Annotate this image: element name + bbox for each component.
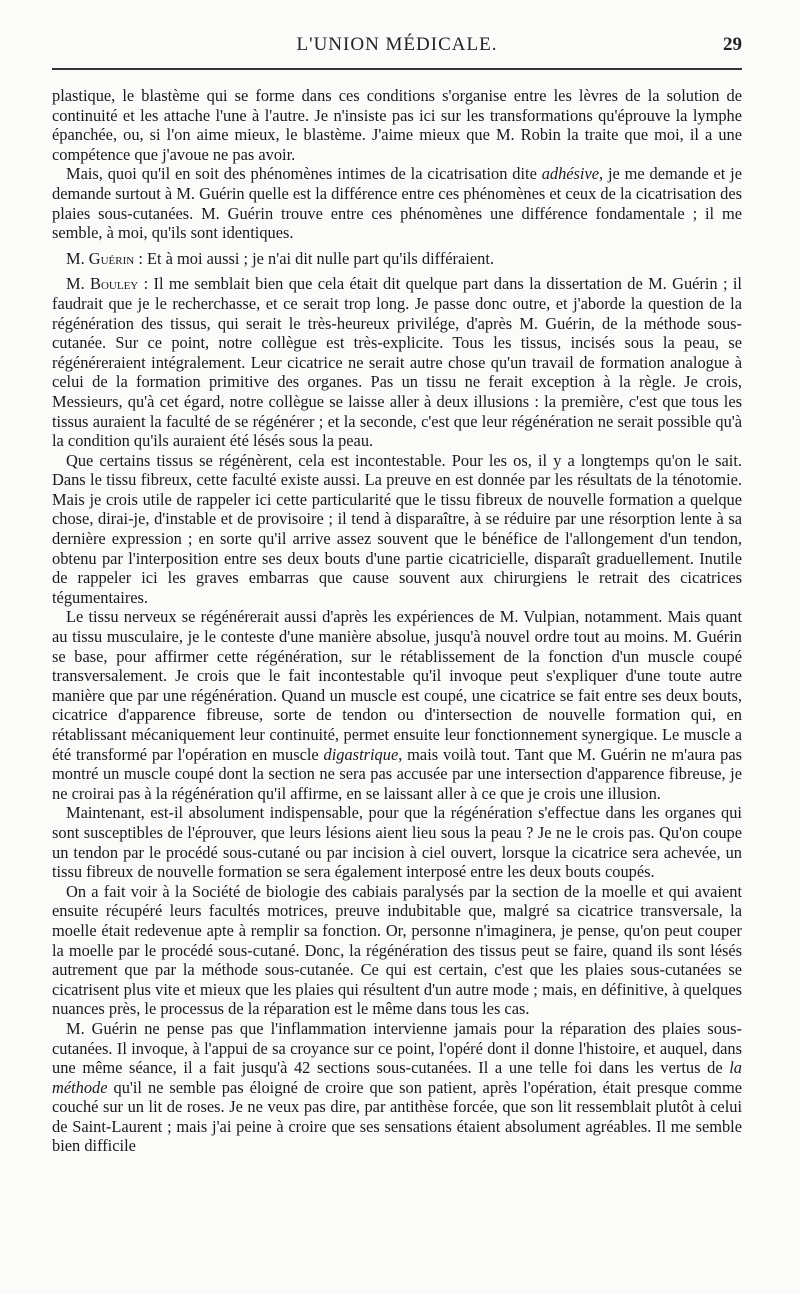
paragraph-text: , mais voilà tout. Tant que M. Guérin ne m'aura pas montré un muscle coupé dont la section ne sera pas accusée par une intersection d'apparence fibreuse, je ne croirai pas à la régénération qu'il affirme, en se laissant aller à ce que je crois une illusion. [52, 744, 742, 803]
paragraph-3 [52, 249, 742, 269]
page-number: 29 [723, 34, 742, 55]
paragraph-6 [52, 607, 742, 803]
paragraph-text: plastique, le blastème qui se forme dans ces conditions s'organise entre les lèvres de la solution de continuité et les attache l'une à l'autre. Je n'insiste pas ici sur les transformations qu'éprouve la lymphe épanchée, ou, si l'on aime mieux, le blastème. J'aime mieux que M. Robin la traite que moi, il a une compétence que j'avoue ne pas avoir. [52, 86, 742, 164]
article-body [52, 86, 742, 1156]
paragraph-9 [52, 1019, 742, 1156]
paragraph-text: : Il me semblait bien que cela était dit quelque part dans la dissertation de M. Guérin ; il faudrait que je le recherchasse, et ce serait trop long. Je passe donc outre, et j'aborde la question de la régénération des tissus, qui serait le très-heureux privilége, d'après M. Guérin, de la méthode sous-cutanée. Sur ce point, notre collègue est très-explicite. Tous les tissus, incisés sous la peau, se régénéreraient intégralement. Leur cicatrice ne serait autre chose qu'un travail de formation analogue à celui de la formation primitive des organes. Pas un tissu ne ferait exception à la règle. Je crois, Messieurs, qu'à cet égard, notre collègue se laisse aller à deux illusions : la première, c'est que tous les tissus auraient la faculté de se régénérer ; et la seconde, c'est que leur régénération ne serait possible qu'à la condition qu'ils auraient été lésés sous la peau. [52, 274, 742, 451]
paragraph-8 [52, 882, 742, 1019]
speaker-name: M. Bouley [66, 274, 139, 294]
paragraph-5 [52, 451, 742, 608]
paragraph-text: Que certains tissus se régénèrent, cela est incontestable. Pour les os, il y a longtemps qu'on le sait. Dans le tissu fibreux, cette faculté existe aussi. La preuve en est donnée par les résultats de la ténotomie. Mais je crois utile de rappeler ici cette particularité que le tissu fibreux de nouvelle formation a quelque chose, dirai-je, d'instable et de provisoire ; il tend à disparaître, à se réduire par une résorption lente à sa dernière expression ; en sorte qu'il arrive assez souvent que le bénéfice de l'allongement d'un tendon, obtenu par l'interposition entre ses deux bouts d'une partie cicatricielle, disparaît graduellement. Inutile de rappeler ici les graves embarras que cause souvent aux chirurgiens le retrait des cicatrices tégumentaires. [52, 450, 742, 607]
paragraph-text: , je me demande et je demande surtout à M. Guérin quelle est la différence entre ces phénomènes et ceux de la cicatrisation des plaies sous-cutanées. M. Guérin trouve entre ces phénomènes une différence fondamentale ; il me semble, à moi, qu'ils sont identiques. [52, 164, 742, 243]
paragraph-text: Le tissu nerveux se régénérerait aussi d'après les expériences de M. Vulpian, notamment. Mais quant au tissu musculaire, je le conteste d'une manière absolue, jusqu'à nouvel ordre tout au moins. M. Guérin se base, pour affirmer cette régénération, sur le rétablissement de la fonction d'un muscle coupé transversalement. Je crois que le fait incontestable qu'il invoque peut s'expliquer d'une toute autre manière que par une régénération. Quand un muscle est coupé, une cicatrice se fait entre ses deux bouts, cicatrice d'apparence fibreuse, sorte de tendon ou d'intersection de nouvelle formation qui, en rétablissant mécaniquement leur continuité, permet ensuite leur fonctionnement synergique. Le muscle a été transformé par l'opération en muscle [52, 607, 742, 764]
italic-term: la méthode [52, 1058, 742, 1097]
italic-term: digastrique [323, 744, 399, 764]
header-rule [52, 68, 742, 70]
paragraph-4 [52, 274, 742, 450]
paragraph-text: On a fait voir à la Société de biologie des cabiais paralysés par la section de la moelle et qui avaient ensuite récupéré leurs facultés motrices, preuve indubitable que, malgré sa cicatrice transversale, la moelle était redevenue apte à remplir sa fonction. Or, personne n'imaginera, je pense, qu'on peut couper la moelle par le procédé sous-cutané. Donc, la régénération des tissus peut se faire, quand ils sont lésés autrement que par la méthode sous-cutanée. Ce qui est certain, c'est que les plaies sous-cutanées se cicatrisent plus vite et mieux que les plaies qui résultent d'un autre mode ; mais, en définitive, à quelques nuances près, le processus de la réparation est le même dans tous les cas. [52, 881, 742, 1019]
speaker-name: M. Guérin [66, 248, 135, 268]
paragraph-text: M. Guérin ne pense pas que l'inflammation intervienne jamais pour la réparation des plaies sous-cutanées. Il invoque, à l'appui de sa croyance sur ce point, l'opéré dont il donne l'histoire, et auquel, dans une même séance, il a fait jusqu'à 42 sections sous-cutanées. Il a une telle foi dans les vertus de [52, 1018, 742, 1078]
paragraph-text: Mais, quoi qu'il en soit des phénomènes intimes de la cicatrisation dite [66, 164, 542, 184]
paragraph-2 [52, 164, 742, 242]
italic-term: adhésive [541, 164, 600, 184]
paragraph-text: Maintenant, est-il absolument indispensable, pour que la régénération s'effectue dans les organes qui sont susceptibles de l'éprouver, que leurs lésions aient lieu sous la peau ? Je ne le crois pas. Qu'on coupe un tendon par le procédé sous-cutané ou par incision à ciel ouvert, lorsque la cicatrice sera achevée, un tissu fibreux de nouvelle formation se sera également interposé entre les deux bouts coupés. [52, 803, 742, 882]
paragraph-text: qu'il ne semble pas éloigné de croire que son patient, après l'opération, était presque comme couché sur un lit de roses. Je ne veux pas dire, par antithèse forcée, que son lit ressemblait plutôt à celui de Saint-Laurent ; mais j'ai peine à croire que ses sensations étaient absolument agréables. Il me semble bien difficile [52, 1077, 742, 1156]
running-title: L'UNION MÉDICALE. [296, 34, 498, 55]
paragraph-text: : Et à moi aussi ; je n'ai dit nulle part qu'ils différaient. [134, 248, 494, 268]
page-header [52, 34, 742, 60]
paragraph-7 [52, 803, 742, 881]
paragraph-1 [52, 86, 742, 164]
